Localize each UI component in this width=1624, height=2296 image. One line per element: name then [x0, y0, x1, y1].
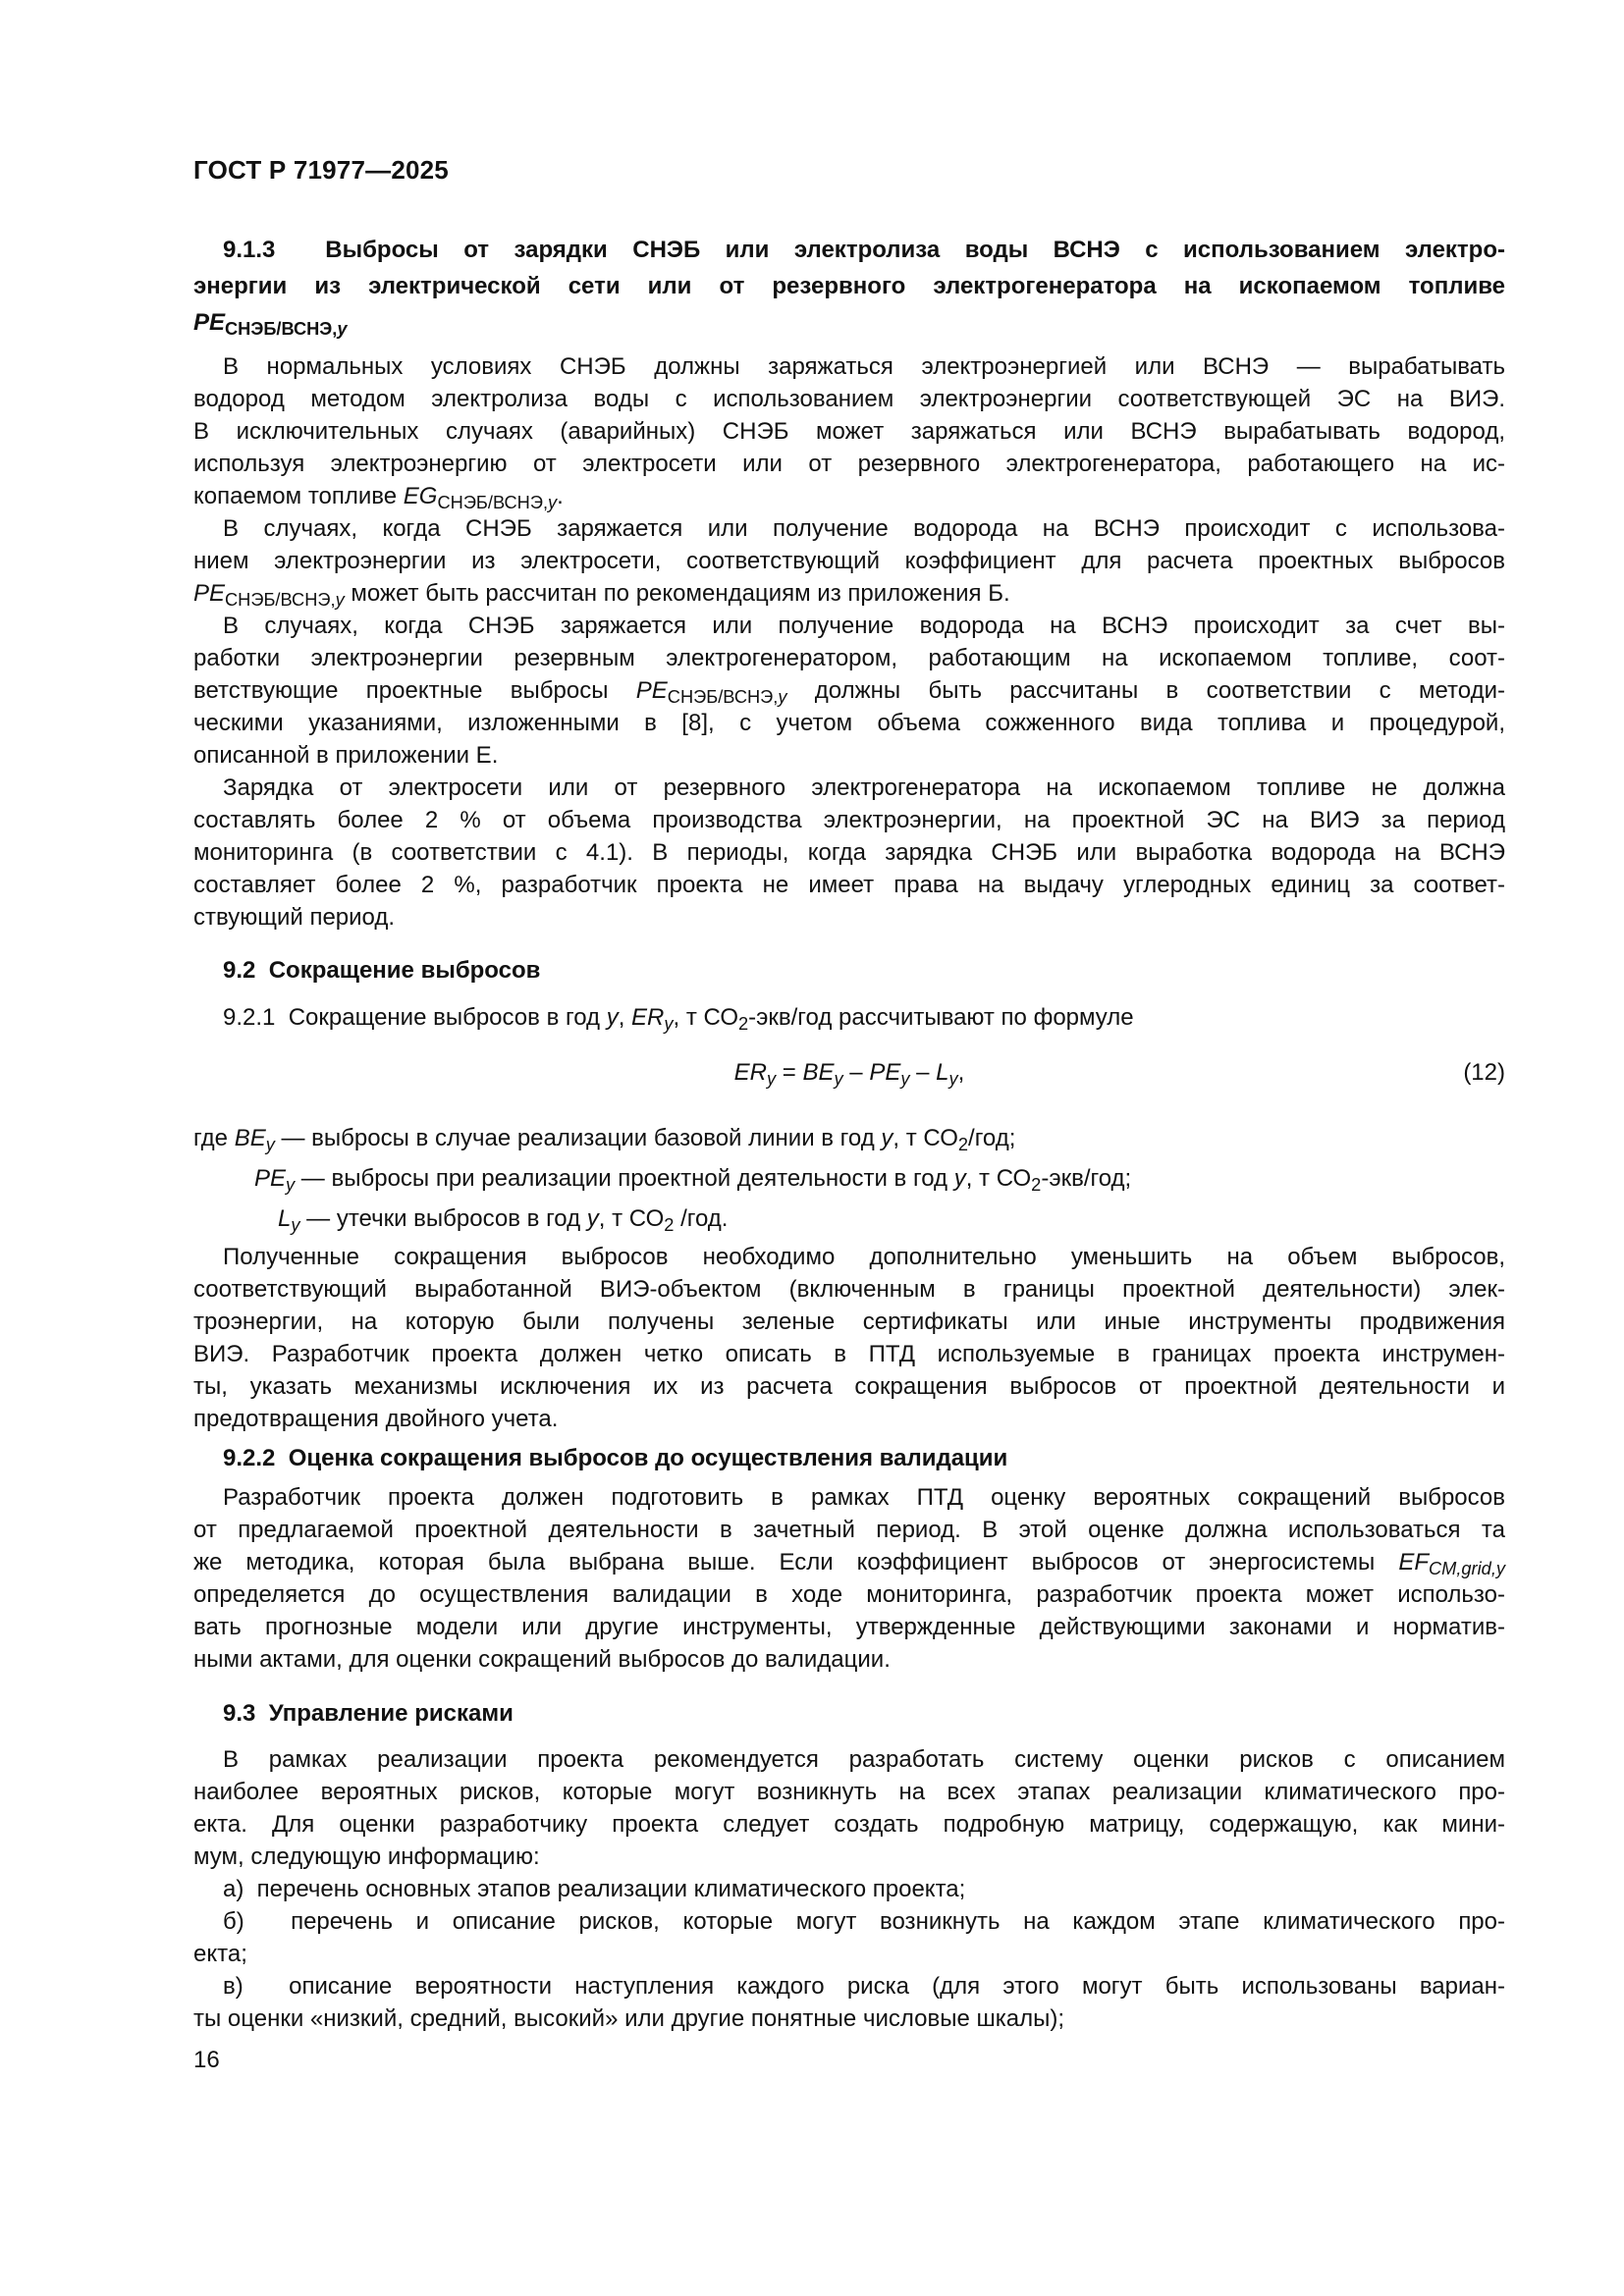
text-line: екта. Для оценки разработчику проекта следует создать подробную матрицу, содержащую, как мини- — [193, 1811, 1505, 1838]
text-line: В рамках реализации проекта рекомендуется разработать систему оценки рисков с описанием — [223, 1746, 1505, 1773]
paragraph — [193, 1743, 1505, 1873]
text-line: наиболее вероятных рисков, которые могут возникнуть на всех этапах реализации климатического про- — [193, 1779, 1505, 1805]
text-line: водород методом электролиза воды с использованием электроэнергии соответствующей ЭС на ВИЭ. — [193, 386, 1505, 412]
paragraph — [193, 512, 1505, 610]
paragraph — [193, 1481, 1505, 1676]
text-line: от предлагаемой проектной деятельности в зачетный период. В этой оценке должна использоваться та — [193, 1517, 1505, 1543]
text-line: составлять более 2 % от объема производства электроэнергии, на проектной ЭС на ВИЭ за период — [193, 807, 1505, 833]
text-line: б) перечень и описание рисков, которые могут возникнуть на каждом этапе климатического про- — [223, 1908, 1505, 1935]
text-line: определяется до осуществления валидации в ходе мониторинга, разработчик проекта может использо- — [193, 1581, 1505, 1608]
formula-12 — [193, 1053, 1505, 1093]
heading-line: энергии из электрической сети или от резервного электрогенератора на ископаемом топливе — [193, 273, 1505, 299]
text-line: в) описание вероятности наступления каждого риска (для этого могут быть использованы вариан- — [223, 1973, 1505, 2000]
definition-line: $L_y$ — утечки выбросов в год y, т $СО_2$ /год. — [278, 1205, 729, 1236]
text-line: предотвращения двойного учета. — [193, 1406, 559, 1432]
text-line: же методика, которая была выбрана выше. Если коэффициент выбросов от энергосистемы $EF_{CM,grid,y}$ — [193, 1549, 1505, 1579]
section-heading-9-3: 9.3 Управление рисками — [223, 1700, 514, 1727]
definition-line: где $BE_y$ — выбросы в случае реализации базовой линии в год y, т $СО_2$/год; — [193, 1125, 1016, 1155]
text-line: ветствующие проектные выбросы $PE_{СНЭБ/ВСНЭ,y}$ должны быть рассчитаны в соответствии с методи- — [193, 677, 1505, 708]
list-item — [193, 1905, 1505, 1970]
paragraph — [193, 1241, 1505, 1435]
paragraph — [193, 610, 1505, 772]
text-line: ты, указать механизмы исключения их из расчета сокращения выбросов от проектной деятельности и — [193, 1373, 1505, 1400]
text-line: а) перечень основных этапов реализации климатического проекта; — [223, 1876, 966, 1902]
definition-list — [193, 1118, 1505, 1239]
running-header: ГОСТ Р 71977—2025 — [193, 155, 449, 185]
section-heading-9-2-2: 9.2.2 Оценка сокращения выбросов до осуществления валидации — [223, 1445, 1008, 1471]
text-line: соответствующий выработанной ВИЭ-объектом (включенным в границы проектной деятельности) элек- — [193, 1276, 1505, 1303]
text-line: В исключительных случаях (аварийных) СНЭБ может заряжаться или ВСНЭ вырабатывать водород, — [193, 418, 1505, 445]
text-line: составляет более 2 %, разработчик проекта не имеет права на выдачу углеродных единиц за соответ- — [193, 872, 1505, 898]
text-line: мониторинга (в соответствии с 4.1). В периоды, когда зарядка СНЭБ или выработка водорода на ВСНЭ — [193, 839, 1505, 866]
text-line: копаемом топливе $EG_{СНЭБ/ВСНЭ,y}$. — [193, 483, 564, 513]
list-item — [193, 1970, 1505, 2035]
text-line: нием электроэнергии из электросети, соответствующий коэффициент для расчета проектных выбросов — [193, 548, 1505, 574]
text-line: В случаях, когда СНЭБ заряжается или получение водорода на ВСНЭ происходит с использова- — [223, 515, 1505, 542]
text-line: $PE_{СНЭБ/ВСНЭ,y}$ может быть рассчитан по рекомендациям из приложения Б. — [193, 580, 1010, 611]
text-line: ВИЭ. Разработчик проекта должен четко описать в ПТД используемые в границах проекта инструмен- — [193, 1341, 1505, 1367]
definition-line: $PE_y$ — выбросы при реализации проектной деятельности в год y, т $СО_2-экв$/год; — [254, 1165, 1132, 1196]
text-line: работки электроэнергии резервным электрогенератором, работающим на ископаемом топливе, соот- — [193, 645, 1505, 671]
text-line: троэнергии, на которую были получены зеленые сертификаты или иные инструменты продвижения — [193, 1308, 1505, 1335]
text-line: екта; — [193, 1941, 247, 1967]
text-line: вать прогнозные модели или другие инструменты, утвержденные действующими законами и норматив- — [193, 1614, 1505, 1640]
text-line: описанной в приложении Е. — [193, 742, 499, 769]
text-line: ствующий период. — [193, 904, 396, 931]
formula-expression: $ER_y = BE_y - PE_y - L_y$, — [733, 1059, 965, 1090]
text-line: ты оценки «низкий, средний, высокий» или другие понятные числовые шкалы); — [193, 2005, 1065, 2032]
heading-line: 9.1.3 Выбросы от зарядки СНЭБ или электролиза воды ВСНЭ с использованием электро- — [223, 237, 1505, 263]
clause-9-2-1-text: 9.2.1 Сокращение выбросов в год y, $ER_y$, т $СО_2-экв$/год рассчитывают по формуле — [223, 1004, 1134, 1035]
section-heading-9-2: 9.2 Сокращение выбросов — [223, 957, 541, 984]
text-line: В случаях, когда СНЭБ заряжается или получение водорода на ВСНЭ происходит за счет вы- — [223, 613, 1505, 639]
text-line: Разработчик проекта должен подготовить в рамках ПТД оценку вероятных сокращений выбросов — [223, 1484, 1505, 1511]
text-line: ными актами, для оценки сокращений выбросов до валидации. — [193, 1646, 891, 1673]
text-line: В нормальных условиях СНЭБ должны заряжаться электроэнергией или ВСНЭ — вырабатывать — [223, 353, 1505, 380]
list-item — [193, 1873, 1505, 1905]
formula-number: (12) — [1463, 1059, 1505, 1086]
paragraph — [193, 350, 1505, 512]
text-line: Полученные сокращения выбросов необходимо дополнительно уменьшить на объем выбросов, — [223, 1244, 1505, 1270]
text-line: Зарядка от электросети или от резервного электрогенератора на ископаемом топливе не должна — [223, 774, 1505, 801]
page-number: 16 — [193, 2047, 220, 2073]
paragraph — [193, 772, 1505, 934]
text-line: ческими указаниями, изложенными в [8], с учетом объема сожженного вида топлива и процедурой, — [193, 710, 1505, 736]
text-line: мум, следующую информацию: — [193, 1843, 540, 1870]
text-line: используя электроэнергию от электросети или от резервного электрогенератора, работающего на ис- — [193, 451, 1505, 477]
section-heading-9-1-3 — [193, 232, 1505, 341]
heading-line: $PE_{СНЭБ/ВСНЭ,y}$ — [193, 309, 348, 340]
